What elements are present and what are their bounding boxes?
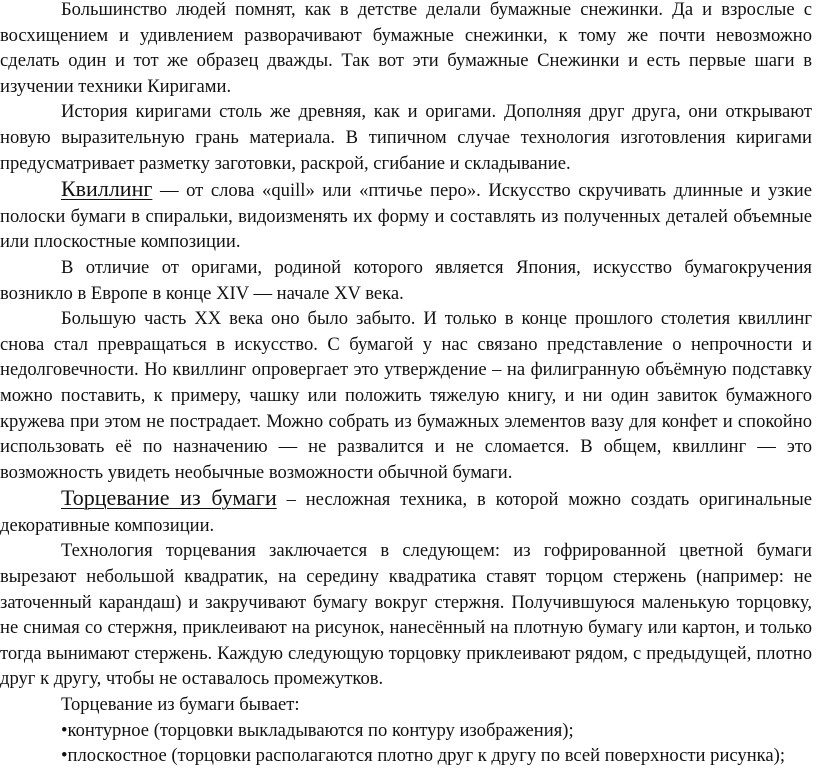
paragraph-tortsevanie-types: Торцевание из бумаги бывает:	[61, 694, 300, 716]
paragraph-kirigami-history: История киригами столь же древняя, как и оригами. Дополняя друг друга, они открывают новую выразительную грань материала. В типичном случае технология изготовления киригами предусматривает разметку заготовки, раскрой, сгибание и складывание.	[0, 101, 812, 174]
paragraph-tortsevanie-definition	[0, 485, 812, 538]
paragraph-quilling-definition	[0, 176, 812, 255]
term-quilling: Квиллинг	[61, 176, 153, 202]
paragraph-quilling-history: Большую часть XX века оно было забыто. И только в конце прошлого столетия квиллинг снова стал превращаться в искусство. С бумагой у нас связано представление о непрочности и недолговечности. Но квиллинг опровергает это утверждение – на филигранную объёмную подставку можно поставить, к примеру, чашку или положить тяжелую книгу, и ни один завиток бумажного кружева при этом не пострадает. Можно собрать из бумажных элементов вазу для конфет и спокойно использовать её по назначению — не развалится и не сломается. В общем, квиллинг — это возможность увидеть необычные возможности обычной бумаги.	[0, 308, 812, 483]
paragraph-quilling-origin: В отличие от оригами, родиной которого является Япония, искусство бумагокручения возникло в Европе в конце XIV — начале XV века.	[0, 256, 812, 304]
quilling-definition-text: — от слова «quill» или «птичье перо». Искусство скручивать длинные и узкие полоски бумаги в спиральки, видоизменять их форму и составлять из полученных деталей объемные или плоскостные композиции.	[0, 180, 812, 253]
paragraph-kirigami-intro: Большинство людей помнят, как в детстве делали бумажные снежинки. Да и взрослые с восхищением и удивлением разворачивают бумажные снежинки, к тому же почти невозможно сделать один и тот же образец дважды. Так вот эти бумажные Снежинки и есть первые шаги в изучении техники Киригами.	[0, 0, 812, 97]
paragraph-tortsevanie-technology: Технология торцевания заключается в следующем: из гофрированной цветной бумаги вырезают небольшой квадратик, на середину квадратика ставят торцом стержень (например: не заточенный карандаш) и закручивают бумагу вокруг стержня. Получившуюся маленькую торцовку, не снимая со стержня, приклеивают на рисунок, нанесённый на плотную бумагу или картон, и только тогда вынимают стержень. Каждую следующую торцовку приклеивают рядом, с предыдущей, плотно друг к другу, чтобы не оставалось промежутков.	[0, 540, 812, 690]
tortsevanie-definition-text: – несложная техника, в которой можно создать оригинальные декоративные композиции.	[0, 489, 812, 536]
list-item-planar: •плоскостное (торцовки располагаются плотно друг к другу по всей поверхности рисунка);	[61, 745, 786, 767]
list-item-contour: •контурное (торцовки выкладываются по контуру изображения);	[61, 719, 574, 741]
term-tortsevanie: Торцевание из бумаги	[61, 485, 277, 511]
